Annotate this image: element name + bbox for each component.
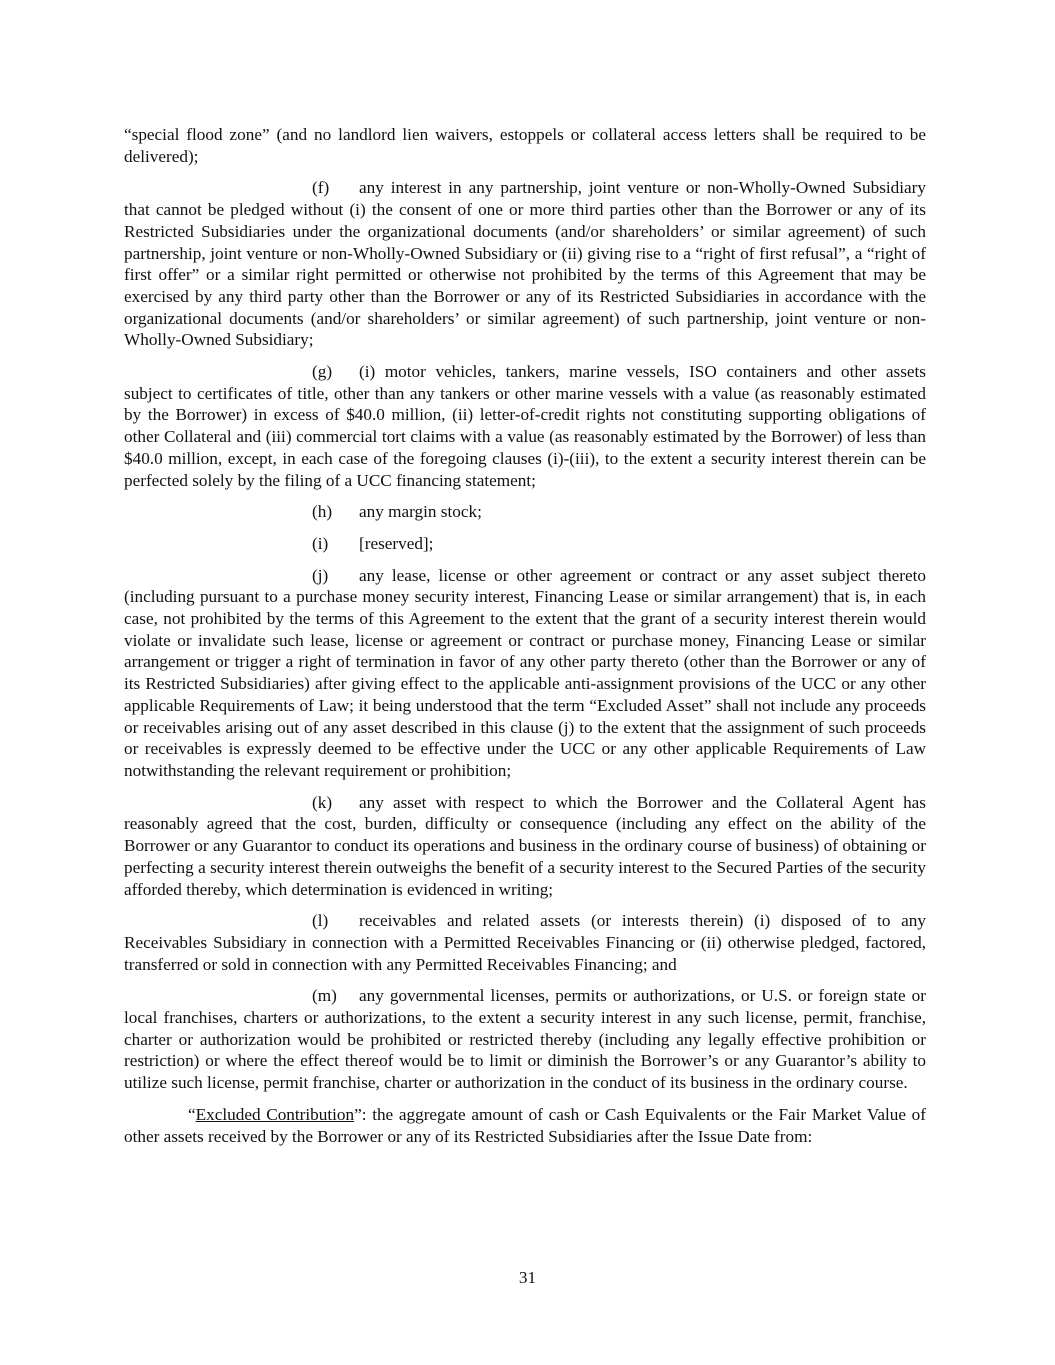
clause-label: (j) xyxy=(312,565,329,585)
clause-label: (h) xyxy=(312,502,333,522)
clause-label: (f) xyxy=(312,178,330,198)
clause-i xyxy=(124,533,926,555)
defined-term: Excluded Contribution xyxy=(195,1104,355,1124)
definition-text: ”: the aggregate amount of cash or Cash Equivalents or the Fair Market Value of other assets received by the Borrower or any of its Restricted Subsidiaries after the Issue Date from: xyxy=(124,1104,926,1146)
clause-label: (k) xyxy=(312,792,333,812)
document-page xyxy=(124,124,926,1157)
clause-k xyxy=(124,792,926,901)
page-number: 31 xyxy=(518,1268,537,1287)
clause-text: any lease, license or other agreement or contract or any asset subject thereto (including pursuant to a purchase money security interest, Financing Lease or similar arrangement) that is, in each case, not prohibited by the terms of this Agreement to the extent that the grant of a security interest therein would violate or invalidate such lease, license or agreement or contract or purchase money, Financing Lease or similar arrangement or trigger a right of termination in favor of any other party thereto (other than the Borrower or any of its Restricted Subsidiaries) after giving effect to the applicable anti-assignment provisions of the UCC or any other applicable Requirements of Law; it being understood that the term “Excluded Asset” shall not include any proceeds or receivables arising out of any asset described in this clause (j) to the extent that the assignment of such proceeds or receivables is expressly deemed to be effective under the UCC or any other applicable Requirements of Law notwithstanding the relevant requirement or prohibition; xyxy=(124,565,926,780)
clause-text: any governmental licenses, permits or authorizations, or U.S. or foreign state or local franchises, charters or authorizations, to the extent a security interest in any such license, permit, franchise, charter or authorization would be prohibited or restricted thereby (including any legally effective prohibition or restriction) or where the effect thereof would be to limit or diminish the Borrower’s or any Guarantor’s ability to utilize such license, permit franchise, charter or authorization in the conduct of its business in the ordinary course. xyxy=(124,986,926,1093)
clause-text: (i) motor vehicles, tankers, marine vessels, ISO containers and other assets subject to certificates of title, other than any tankers or other marine vessels with a value (as reasonably estimated by the Borrower) in excess of $40.0 million, (ii) letter-of-credit rights not constituting supporting obligations of other Collateral and (iii) commercial tort claims with a value (as reasonably estimated by the Borrower) of less than $40.0 million, except, in each case of the foregoing clauses (i)-(iii), to the extent a security interest therein can be perfected solely by the filing of a UCC financing statement; xyxy=(124,362,926,490)
clause-label: (l) xyxy=(312,911,329,931)
definition-excluded-contribution xyxy=(124,1104,926,1147)
clause-text: [reserved]; xyxy=(359,533,434,553)
clause-text: any asset with respect to which the Borrower and the Collateral Agent has reasonably agreed that the cost, burden, difficulty or consequence (including any effect on the ability of the Borrower or any Guarantor to conduct its operations and business in the ordinary course of business) of obtaining or perfecting a security interest therein outweighs the benefit of a security interest to the Secured Parties of the security afforded thereby, which determination is evidenced in writing; xyxy=(124,792,926,899)
clause-f xyxy=(124,177,926,351)
clause-g xyxy=(124,361,926,491)
clause-text: any interest in any partnership, joint venture or non-Wholly-Owned Subsidiary that cannot be pledged without (i) the consent of one or more third parties other than the Borrower or any of its Restricted Subsidiaries under the organizational documents (and/or shareholders’ or similar agreement) of such partnership, joint venture or non-Wholly-Owned Subsidiary or (ii) giving rise to a “right of first refusal”, a “right of first offer” or a similar right permitted or otherwise not prohibited by the terms of this Agreement that may be exercised by any third party other than the Borrower or any of its Restricted Subsidiaries in accordance with the organizational documents (and/or shareholders’ or similar agreement) of such partnership, joint venture or non-Wholly-Owned Subsidiary; xyxy=(124,178,926,350)
clause-label: (i) xyxy=(312,533,329,553)
clause-text: receivables and related assets (or interests therein) (i) disposed of to any Receivables Subsidiary in connection with a Permitted Receivables Financing or (ii) otherwise pledged, factored, transferred or sold in connection with any Permitted Receivables Financing; and xyxy=(124,911,926,974)
clause-label: (g) xyxy=(312,362,333,382)
clause-label: (m) xyxy=(312,986,337,1006)
open-quote: “ xyxy=(188,1104,196,1124)
continuation-paragraph: “special flood zone” (and no landlord lien waivers, estoppels or collateral access letters shall be required to be delivered); xyxy=(124,125,926,166)
clause-l xyxy=(124,910,926,975)
clause-m xyxy=(124,985,926,1094)
clause-h xyxy=(124,501,926,523)
clause-j xyxy=(124,565,926,782)
clause-text: any margin stock; xyxy=(359,502,482,522)
